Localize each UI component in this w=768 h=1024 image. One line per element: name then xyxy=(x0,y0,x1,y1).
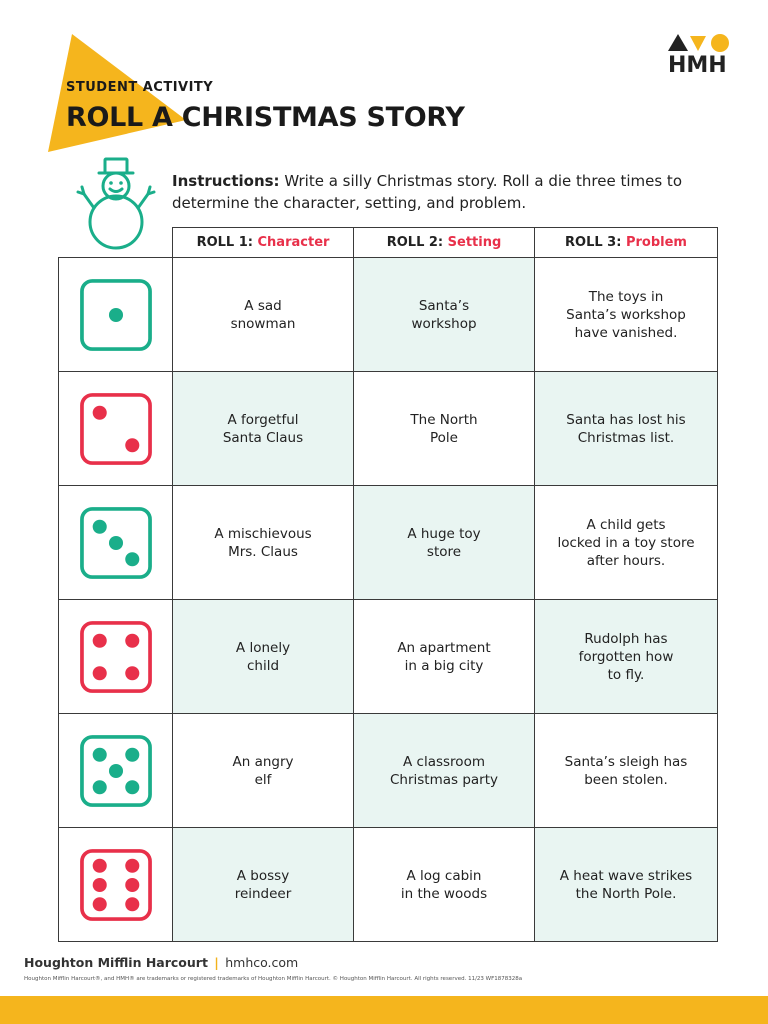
table-cell xyxy=(173,486,354,600)
logo-text: HMH xyxy=(668,53,727,78)
eyebrow-label: STUDENT ACTIVITY xyxy=(66,80,214,95)
die-5-icon xyxy=(79,734,153,808)
die-pip xyxy=(92,780,106,794)
footer-brand-name: Houghton Mifflin Harcourt xyxy=(24,955,208,970)
table-cell xyxy=(535,828,718,942)
die-4-icon xyxy=(79,620,153,694)
table-cell xyxy=(173,600,354,714)
table-cell xyxy=(535,486,718,600)
instructions xyxy=(172,170,692,214)
die-2-icon xyxy=(79,392,153,466)
die-pip xyxy=(125,877,139,891)
table-row xyxy=(59,486,718,600)
die-3-icon xyxy=(79,506,153,580)
table-row xyxy=(59,372,718,486)
die-pip xyxy=(92,877,106,891)
table-cell xyxy=(173,258,354,372)
header-prefix: ROLL 3: xyxy=(565,234,626,250)
header-blank-cell xyxy=(59,228,173,258)
footer-legal: Houghton Mifflin Harcourt®, and HMH® are trademarks or registered trademarks of Houghton Mifflin Harcourt. © Houghton Mifflin Harcourt. All rights reserved. 11/23 WF1878328a xyxy=(24,976,523,982)
cell-text: A heat wave strikes the North Pole. xyxy=(559,867,693,902)
die-cell xyxy=(59,828,173,942)
table-cell xyxy=(354,714,535,828)
header-accent: Setting xyxy=(447,234,502,250)
table-cell xyxy=(354,486,535,600)
die-6-icon xyxy=(79,848,153,922)
die-pip xyxy=(92,747,106,761)
die-pip xyxy=(125,780,139,794)
hmh-logo xyxy=(668,32,732,78)
cell-text: A sad snowman xyxy=(230,297,296,332)
cell-text: An angry elf xyxy=(232,753,294,788)
die-pip xyxy=(125,666,139,680)
bottom-yellow-bar xyxy=(0,996,768,1024)
cell-text: The toys in Santa’s workshop have vanished. xyxy=(566,288,686,341)
die-pip xyxy=(108,535,122,549)
header-prefix: ROLL 1: xyxy=(196,234,258,250)
die-cell xyxy=(59,258,173,372)
table-cell xyxy=(535,600,718,714)
die-cell xyxy=(59,486,173,600)
die-cell xyxy=(59,372,173,486)
table-cell xyxy=(535,714,718,828)
instructions-label: Instructions: xyxy=(172,172,280,190)
cell-text: An apartment in a big city xyxy=(397,639,491,674)
cell-text: A lonely child xyxy=(235,639,291,674)
footer-brand xyxy=(24,955,298,970)
header-roll-1 xyxy=(173,228,354,258)
header-prefix: ROLL 2: xyxy=(386,234,448,250)
table-cell xyxy=(173,714,354,828)
die-pip xyxy=(108,307,122,321)
die-cell xyxy=(59,714,173,828)
table-cell xyxy=(354,600,535,714)
instructions-text: Write a silly Christmas story. Roll a die three times to determine the character, setting, and problem. xyxy=(172,172,682,212)
cell-text: A mischievous Mrs. Claus xyxy=(214,525,312,560)
die-pip xyxy=(125,552,139,566)
logo-shapes-icon xyxy=(668,32,732,52)
table-row xyxy=(59,258,718,372)
cell-text: A bossy reindeer xyxy=(234,867,292,902)
cell-text: Santa’s workshop xyxy=(411,297,477,332)
die-pip xyxy=(92,519,106,533)
footer-site-link[interactable]: hmhco.com xyxy=(225,955,299,970)
cell-text: A classroom Christmas party xyxy=(389,753,499,788)
die-pip xyxy=(92,897,106,911)
cell-text: A huge toy store xyxy=(407,525,481,560)
table-cell xyxy=(173,828,354,942)
cell-text: Rudolph has forgotten how to fly. xyxy=(578,630,674,683)
die-pip xyxy=(125,633,139,647)
die-cell xyxy=(59,600,173,714)
header-roll-2 xyxy=(354,228,535,258)
table-cell xyxy=(354,258,535,372)
table-row xyxy=(59,600,718,714)
die-pip xyxy=(92,633,106,647)
header-accent: Character xyxy=(257,234,330,250)
table-row xyxy=(59,714,718,828)
header-accent: Problem xyxy=(625,234,687,250)
die-pip xyxy=(125,747,139,761)
die-pip xyxy=(125,438,139,452)
table-cell xyxy=(354,372,535,486)
cell-text: Santa has lost his Christmas list. xyxy=(566,411,686,446)
header-roll-3 xyxy=(535,228,718,258)
page-title: ROLL A CHRISTMAS STORY xyxy=(66,102,465,133)
cell-text: A forgetful Santa Claus xyxy=(222,411,304,446)
table-header-row xyxy=(59,228,718,258)
die-1-icon xyxy=(79,278,153,352)
footer-separator: | xyxy=(214,955,219,970)
cell-text: A child gets locked in a toy store after hours. xyxy=(557,516,695,569)
roll-table xyxy=(58,227,718,942)
table-cell xyxy=(354,828,535,942)
die-pip xyxy=(92,666,106,680)
table-cell xyxy=(535,372,718,486)
die-pip xyxy=(92,405,106,419)
die-pip xyxy=(125,897,139,911)
table-row xyxy=(59,828,718,942)
table-cell xyxy=(173,372,354,486)
table-cell xyxy=(535,258,718,372)
die-pip xyxy=(125,858,139,872)
die-pip xyxy=(92,858,106,872)
cell-text: The North Pole xyxy=(410,411,478,446)
cell-text: A log cabin in the woods xyxy=(400,867,488,902)
cell-text: Santa’s sleigh has been stolen. xyxy=(564,753,688,788)
die-pip xyxy=(108,763,122,777)
